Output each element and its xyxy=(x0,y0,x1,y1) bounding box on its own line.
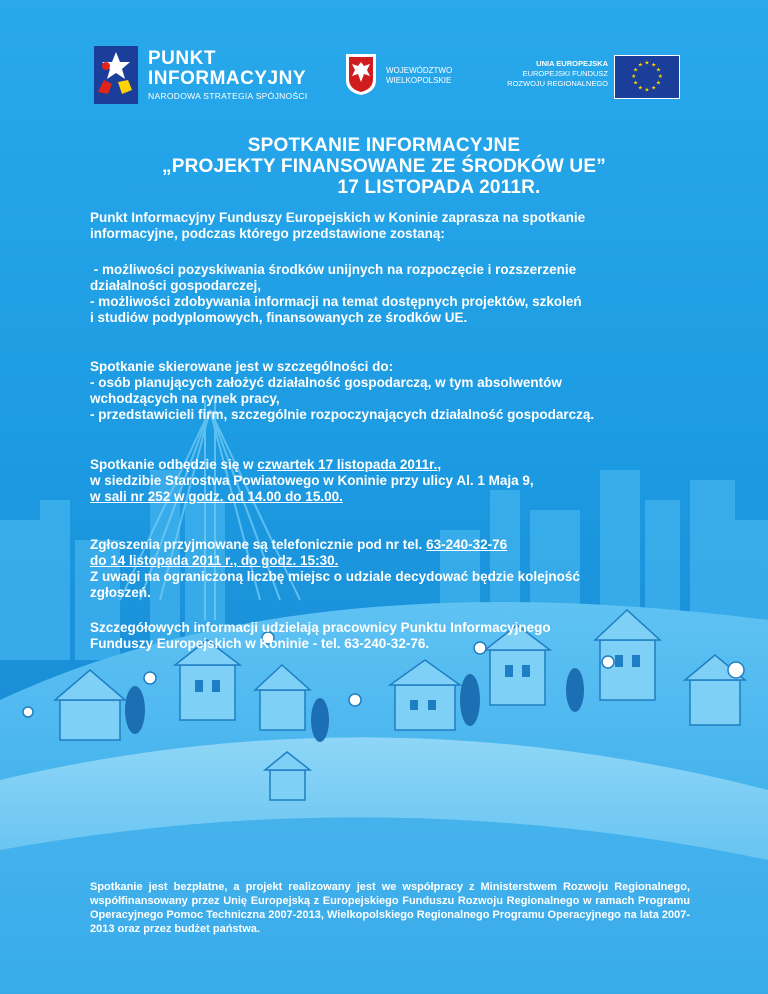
svg-text:★: ★ xyxy=(651,85,657,92)
svg-text:★: ★ xyxy=(637,85,643,92)
svg-text:★: ★ xyxy=(632,80,639,87)
informacyjny-label: INFORMACYJNY xyxy=(148,68,307,89)
eagle-shield-icon xyxy=(344,52,378,96)
registration-line3: Z uwagi na ograniczoną liczbę miejsc o udziale decydować będzie kolejność xyxy=(90,569,580,584)
svg-text:★: ★ xyxy=(657,73,663,80)
svg-text:★: ★ xyxy=(655,67,662,74)
registration-paragraph xyxy=(90,537,580,601)
svg-text:★: ★ xyxy=(632,67,639,74)
nss-logo-icon xyxy=(92,44,140,106)
ue-line1: UNIA EUROPEJSKA xyxy=(536,59,608,68)
audience-line2: - osób planujących założyć działalność gospodarczą, w tym absolwentów xyxy=(90,375,562,390)
svg-text:★: ★ xyxy=(655,80,662,87)
audience-paragraph xyxy=(90,359,594,423)
svg-text:★: ★ xyxy=(637,62,643,69)
footer-note: Spotkanie jest bezpłatne, a projekt realizowany jest we współpracy z Ministerstwem Rozwoju Regionalnego, współfinansowany przez Unię Europejską z Europejskiego Funduszu Rozwoju Regionalnego w ramach Programu Operacyjnego Pomoc Techniczna 2007-2013, Wielkopolskiego Regionalnego Programu Operacyjnego na lata 2007-2013 oraz przez budżet państwa. xyxy=(90,881,690,935)
when-paragraph xyxy=(90,457,534,505)
woj-line1: WOJEWÓDZTWO xyxy=(386,66,453,75)
registration-line2: do 14 listopada 2011 r., do godz. 15:30. xyxy=(90,553,339,568)
wojewodztwo-text xyxy=(386,66,452,86)
wielkopolska-logo xyxy=(344,52,474,100)
when-line3: w sali nr 252 w godz. od 14.00 do 15.00. xyxy=(90,489,343,504)
punkt-informacyjny-logo xyxy=(92,44,312,108)
details-line1: Szczegółowych informacji udzielają pracownicy Punktu Informacyjnego xyxy=(90,620,551,635)
eu-stars-icon xyxy=(615,56,679,98)
audience-line3: wchodzących na rynek pracy, xyxy=(90,391,280,406)
details-paragraph xyxy=(90,620,551,652)
audience-line4: - przedstawicieli firm, szczególnie rozpoczynających działalność gospodarczą. xyxy=(90,407,595,422)
when-line1-c: , xyxy=(437,457,442,472)
topics-line3: - możliwości zdobywania informacji na temat dostępnych projektów, szkoleń xyxy=(90,294,582,309)
eu-flag-icon xyxy=(614,55,680,99)
audience-line1: Spotkanie skierowane jest w szczególności do: xyxy=(90,359,394,374)
topics-line2: działalności gospodarczej, xyxy=(90,278,262,293)
registration-line1 xyxy=(90,537,580,553)
poster-title xyxy=(0,135,768,198)
svg-text:★: ★ xyxy=(631,73,637,80)
intro-paragraph xyxy=(90,210,585,242)
when-line1-a: Spotkanie odbędzie się w xyxy=(90,457,258,472)
svg-text:★: ★ xyxy=(644,60,650,67)
svg-text:★: ★ xyxy=(644,87,650,94)
registration-line4: zgłoszeń. xyxy=(90,585,151,600)
title-line1: SPOTKANIE INFORMACYJNE xyxy=(247,135,521,156)
topics-line4: i studiów podyplomowych, finansowanych ze środków UE. xyxy=(90,310,468,325)
when-line1 xyxy=(90,457,534,473)
ue-line2: EUROPEJSKI FUNDUSZ xyxy=(522,69,608,78)
registration-line1-a: Zgłoszenia przyjmowane są telefonicznie pod nr tel. xyxy=(90,537,427,552)
title-line3: 17 LISTOPADA 2011R. xyxy=(337,177,541,198)
title-line2: „PROJEKTY FINANSOWANE ZE ŚRODKÓW UE” xyxy=(162,156,606,177)
eu-logo xyxy=(496,55,686,99)
svg-text:★: ★ xyxy=(651,62,657,69)
intro-line2: informacyjne, podczas którego przedstawione zostaną: xyxy=(90,226,445,241)
registration-phone: 63-240-32-76 xyxy=(426,537,508,552)
details-line2: Funduszy Europejskich w Koninie - tel. 63-240-32-76. xyxy=(90,636,430,651)
when-line2: w siedzibie Starostwa Powiatowego w Koninie przy ulicy Al. 1 Maja 9, xyxy=(90,473,534,488)
intro-line1: Punkt Informacyjny Funduszy Europejskich w Koninie zaprasza na spotkanie xyxy=(90,210,586,225)
eu-text xyxy=(496,59,608,89)
topics-paragraph xyxy=(90,262,582,326)
punkt-label: PUNKT xyxy=(148,48,216,69)
ue-line3: ROZWOJU REGIONALNEGO xyxy=(507,79,608,88)
nss-label: NARODOWA STRATEGIA SPÓJNOŚCI xyxy=(148,91,308,101)
header xyxy=(0,0,768,120)
woj-line2: WIELKOPOLSKIE xyxy=(386,76,452,85)
meeting-date: czwartek 17 listopada 2011r. xyxy=(257,457,438,472)
topics-line1: - możliwości pozyskiwania środków unijnych na rozpoczęcie i rozszerzenie xyxy=(90,262,577,277)
